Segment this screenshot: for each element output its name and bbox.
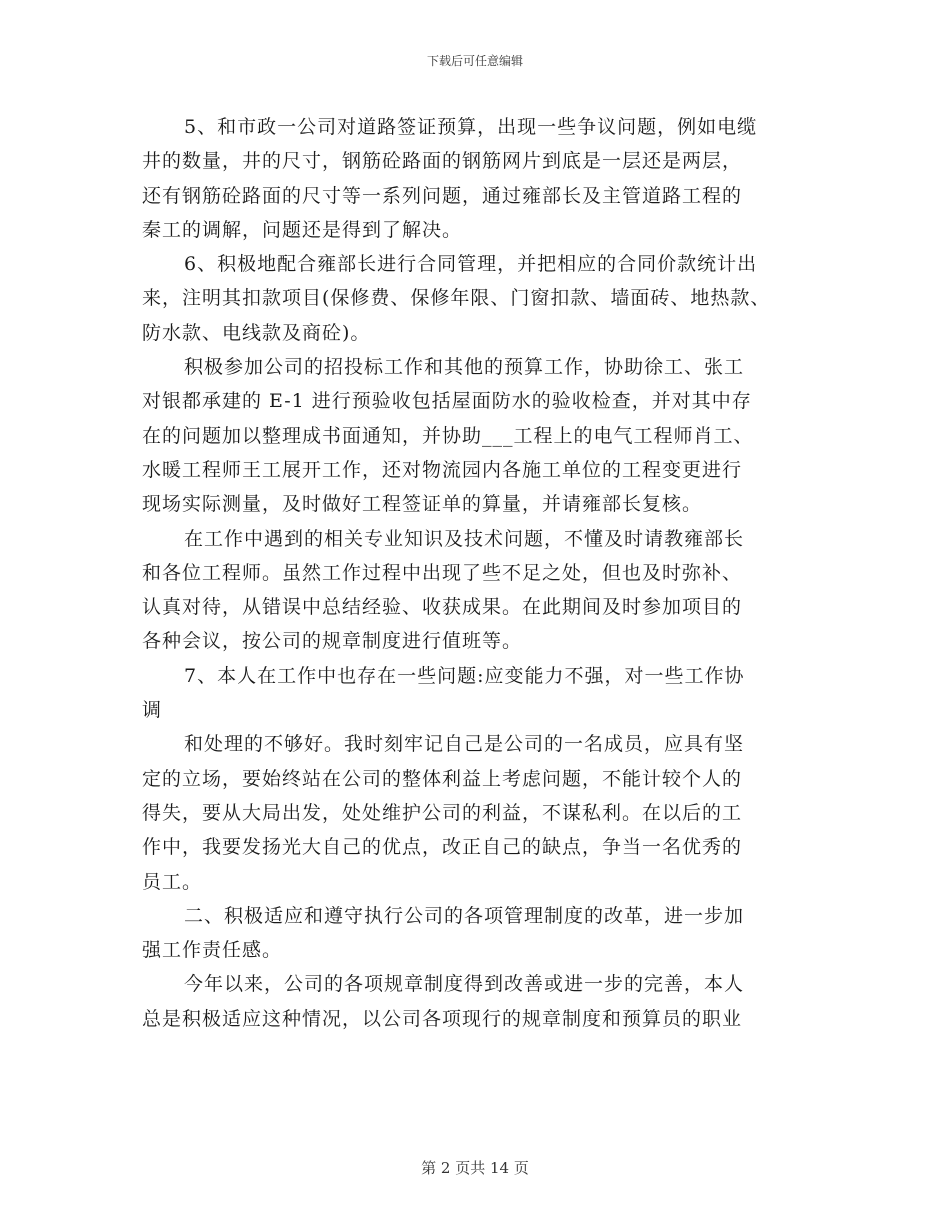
- text-line: 和处理的不够好。我时刻牢记自己是公司的一名成员，应具有坚: [184, 733, 745, 756]
- text-line: 强工作责任感。: [142, 939, 283, 962]
- text-line: 定的立场，要始终站在公司的整体利益上考虑问题，不能计较个人的: [142, 767, 743, 790]
- text-line: 认真对待，从错误中总结经验、收获成果。在此期间及时参加项目的: [142, 596, 743, 619]
- text-line: 在工作中遇到的相关专业知识及技术问题，不懂及时请教雍部长: [184, 527, 745, 550]
- text-line: 调: [142, 699, 163, 722]
- text-line: 秦工的调解，问题还是得到了解决。: [142, 218, 463, 241]
- text-line: 5、和市政一公司对道路签证预算，出现一些争议问题，例如电缆: [184, 116, 758, 138]
- page-header: 下载后可任意编辑: [426, 54, 523, 68]
- text-line: 对银都承建的 E-1 进行预验收包括屋面防水的验收检查，并对其中存: [142, 390, 752, 413]
- paragraph-4: [142, 522, 822, 659]
- text-line: 7、本人在工作中也存在一些问题:应变能力不强，对一些工作协: [184, 664, 745, 687]
- text-line: 在的问题加以整理成书面通知，并协助___工程上的电气工程师肖工、: [142, 424, 754, 447]
- paragraph-2: [142, 247, 822, 350]
- text-line: 二、积极适应和遵守执行公司的各项管理制度的改革，进一步加: [184, 904, 745, 927]
- text-line: 6、积极地配合雍部长进行合同管理，并把相应的合同价款统计出: [184, 253, 758, 276]
- text-line: 现场实际测量，及时做好工程签证单的算量，并请雍部长复核。: [142, 493, 703, 516]
- paragraph-6: [142, 727, 822, 898]
- text-line: 来，注明其扣款项目(保修费、保修年限、门窗扣款、墙面砖、地热款、: [142, 287, 771, 310]
- text-line: 防水款、电线款及商砼)。: [142, 321, 371, 344]
- document-body: [142, 110, 822, 1036]
- text-line: 井的数量，井的尺寸，钢筋砼路面的钢筋网片到底是一层还是两层，: [142, 150, 743, 173]
- text-line: 还有钢筋砼路面的尺寸等一系列问题，通过雍部长及主管道路工程的: [142, 184, 743, 207]
- text-line: 积极参加公司的招投标工作和其他的预算工作，协助徐工、张工: [184, 356, 745, 379]
- paragraph-1: [142, 110, 822, 247]
- text-line: 作中，我要发扬光大自己的优点，改正自己的缺点，争当一名优秀的: [142, 836, 743, 859]
- paragraph-5: [142, 659, 822, 728]
- text-line: 得失，要从大局出发，处处维护公司的利益，不谋私利。在以后的工: [142, 801, 743, 824]
- text-line: 员工。: [142, 870, 203, 893]
- text-line: 总是积极适应这种情况，以公司各项现行的规章制度和预算员的职业: [142, 1007, 743, 1030]
- paragraph-7: [142, 899, 822, 968]
- page-footer: 第 2 页共 14 页: [421, 1159, 529, 1177]
- paragraph-8: [142, 967, 822, 1036]
- paragraph-3: [142, 350, 822, 521]
- text-line: 今年以来，公司的各项规章制度得到改善或进一步的完善，本人: [184, 973, 745, 996]
- text-line: 和各位工程师。虽然工作过程中出现了些不足之处，但也及时弥补、: [142, 561, 743, 584]
- text-line: 水暖工程师王工展开工作，还对物流园内各施工单位的工程变更进行: [142, 458, 743, 481]
- text-line: 各种会议，按公司的规章制度进行值班等。: [142, 630, 523, 653]
